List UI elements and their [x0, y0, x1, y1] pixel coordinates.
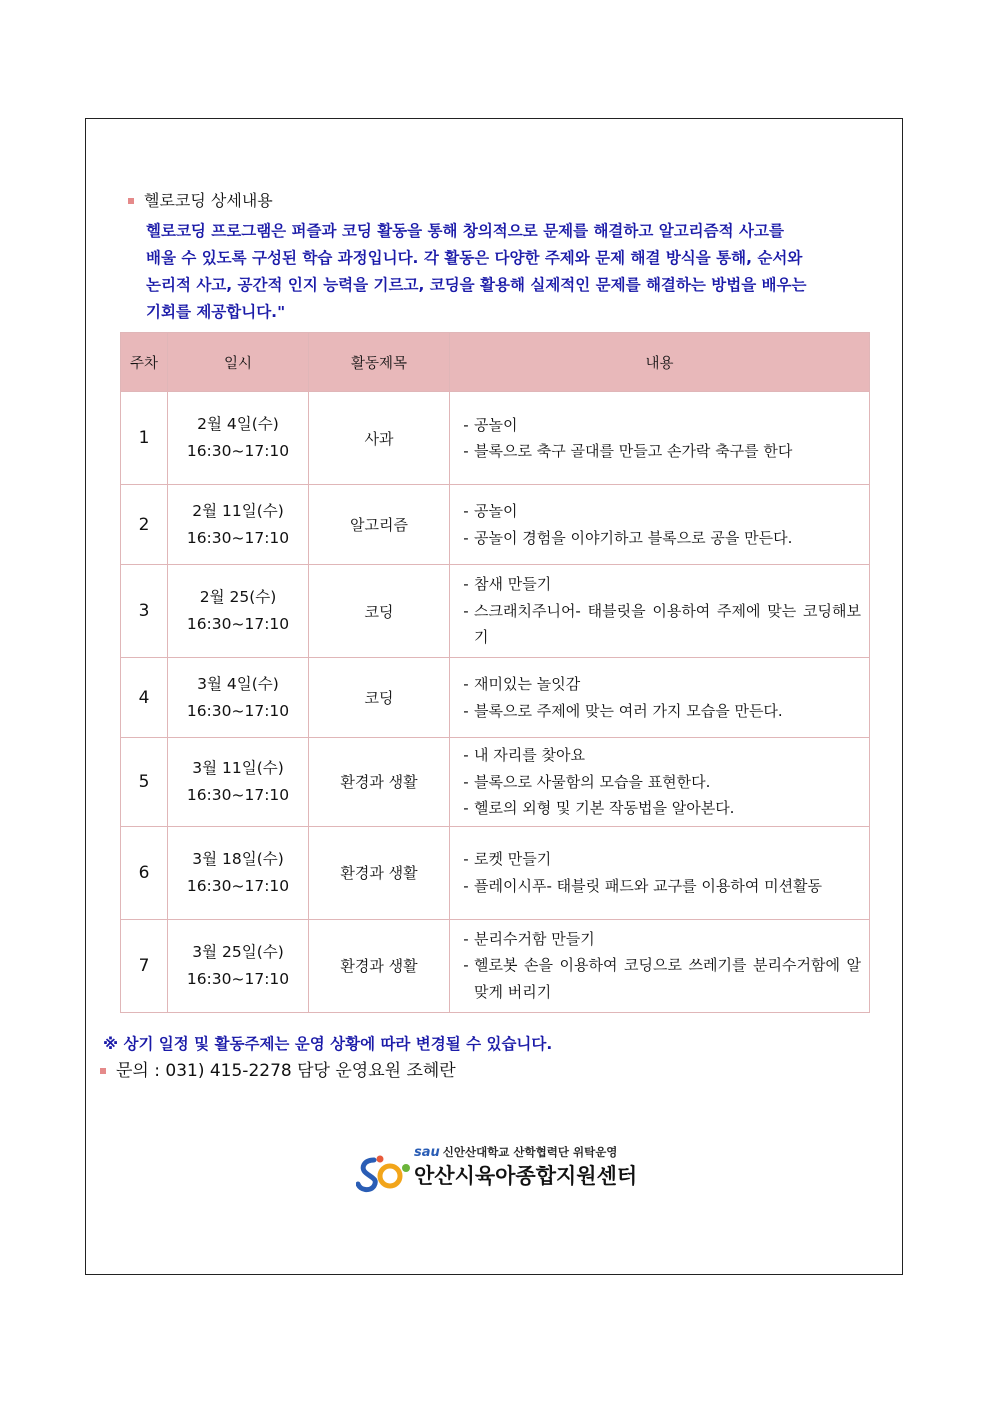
date-cell — [168, 485, 309, 565]
content-item: 블록으로 축구 골대를 만들고 손가락 축구를 한다 — [474, 442, 793, 460]
square-bullet-icon — [128, 198, 134, 204]
content-cell: - 로켓 만들기 - 플레이시푸- 태블릿 패드와 교구를 이용하여 미션활동 — [450, 826, 870, 919]
date-text: 2월 11일(수) — [192, 501, 284, 520]
schedule-table — [120, 332, 870, 1013]
content-item: 스크래치주니어- 태블릿을 이용하여 주제에 맞는 코딩해보기 — [474, 601, 861, 647]
content-item: 블록으로 주제에 맞는 여러 가지 모습을 만든다. — [474, 701, 783, 720]
square-bullet-icon — [100, 1068, 106, 1074]
content-item: 내 자리를 찾아요 — [474, 746, 585, 764]
title-cell: 코딩 — [309, 658, 450, 738]
title-cell: 알고리즘 — [309, 485, 450, 565]
table-row — [121, 826, 870, 919]
logo-subtitle — [414, 1144, 617, 1160]
date-cell — [168, 565, 309, 658]
date-cell — [168, 738, 309, 827]
schedule-notice: ※ 상기 일정 및 활동주제는 운영 상황에 따라 변경될 수 있습니다. — [103, 1035, 553, 1053]
date-cell — [168, 826, 309, 919]
content-item: 플레이시푸- 태블릿 패드와 교구를 이용하여 미션활동 — [474, 876, 823, 895]
date-text: 2월 4일(수) — [197, 415, 279, 433]
time-text: 16:30~17:10 — [186, 969, 290, 988]
content-item: 공놀이 — [474, 502, 518, 520]
logo-brand: sau — [414, 1144, 440, 1160]
table-row — [121, 392, 870, 485]
week-cell: 3 — [121, 565, 168, 658]
table-row — [121, 658, 870, 738]
header-title: 활동제목 — [309, 333, 450, 392]
date-text: 3월 25일(수) — [192, 942, 284, 961]
week-cell: 7 — [121, 919, 168, 1012]
table-header-row — [121, 333, 870, 392]
content-item: 로켓 만들기 — [474, 850, 552, 868]
title-cell: 환경과 생활 — [309, 826, 450, 919]
intro-line: 배울 수 있도록 구성된 학습 과정입니다. 각 활동은 다양한 주제와 문제 해결 방식을 통해, 순서와 — [146, 249, 803, 267]
content-cell: - 공놀이 - 블록으로 축구 골대를 만들고 손가락 축구를 한다 — [450, 392, 870, 485]
logo-subtitle-text: 신안산대학교 산학협력단 위탁운영 — [442, 1145, 618, 1159]
date-cell — [168, 392, 309, 485]
date-cell — [168, 658, 309, 738]
table-row — [121, 565, 870, 658]
week-cell: 1 — [121, 392, 168, 485]
week-cell: 4 — [121, 658, 168, 738]
time-text: 16:30~17:10 — [186, 442, 290, 460]
week-cell: 5 — [121, 738, 168, 827]
content-item: 참새 만들기 — [474, 575, 552, 594]
swirl-logo-icon — [356, 1154, 412, 1194]
content-cell: - 분리수거함 만들기 - 헬로봇 손을 이용하여 코딩으로 쓰레기를 분리수거함에 알맞게 버리기 — [450, 919, 870, 1012]
date-cell — [168, 919, 309, 1012]
content-item: 공놀이 — [474, 415, 518, 434]
week-cell: 2 — [121, 485, 168, 565]
header-date: 일시 — [168, 333, 309, 392]
date-text: 3월 4일(수) — [197, 674, 279, 693]
time-text: 16:30~17:10 — [186, 615, 290, 633]
time-text: 16:30~17:10 — [186, 785, 290, 804]
contact-line — [100, 1058, 456, 1084]
content-cell: - 공놀이 - 공놀이 경험을 이야기하고 블록으로 공을 만든다. — [450, 485, 870, 565]
content-item: 헬로봇 손을 이용하여 코딩으로 쓰레기를 분리수거함에 알맞게 버리기 — [474, 956, 861, 1001]
time-text: 16:30~17:10 — [186, 876, 290, 895]
content-item: 분리수거함 만들기 — [474, 929, 595, 948]
content-item: 재미있는 놀잇감 — [474, 675, 581, 693]
date-text: 3월 18일(수) — [192, 849, 284, 868]
section-title: 헬로코딩 상세내용 — [144, 191, 273, 210]
header-content: 내용 — [450, 333, 870, 392]
content-cell: - 재미있는 놀잇감 - 블록으로 주제에 맞는 여러 가지 모습을 만든다. — [450, 658, 870, 738]
time-text: 16:30~17:10 — [186, 701, 290, 720]
title-cell: 환경과 생활 — [309, 738, 450, 827]
content-item: 공놀이 경험을 이야기하고 블록으로 공을 만든다. — [474, 528, 793, 547]
contact-text: 문의 : 031) 415-2278 담당 운영요원 조혜란 — [116, 1061, 456, 1081]
time-text: 16:30~17:10 — [186, 528, 290, 547]
logo-name: 안산시육아종합지원센터 — [414, 1164, 638, 1188]
content-cell: - 참새 만들기 - 스크래치주니어- 태블릿을 이용하여 주제에 맞는 코딩해보기 — [450, 565, 870, 658]
title-cell: 사과 — [309, 392, 450, 485]
intro-line: 논리적 사고, 공간적 인지 능력을 기르고, 코딩을 활용해 실제적인 문제를 해결하는 방법을 배우는 — [146, 276, 807, 294]
title-cell: 코딩 — [309, 565, 450, 658]
content-item: 헬로의 외형 및 기본 작동법을 알아본다. — [474, 799, 735, 817]
center-logo — [356, 1140, 636, 1194]
intro-line: 헬로코딩 프로그램은 퍼즐과 코딩 활동을 통해 창의적으로 문제를 해결하고 알고리즘적 사고를 — [146, 222, 784, 240]
header-week: 주차 — [121, 333, 168, 392]
table-row — [121, 485, 870, 565]
content-cell: - 내 자리를 찾아요 - 블록으로 사물함의 모습을 표현한다. - 헬로의 외형 및 기본 작동법을 알아본다. — [450, 738, 870, 827]
title-cell: 환경과 생활 — [309, 919, 450, 1012]
intro-paragraph — [146, 218, 868, 326]
section-heading — [128, 188, 273, 214]
intro-line: 기회를 제공합니다." — [146, 303, 286, 321]
week-cell: 6 — [121, 826, 168, 919]
table-row — [121, 738, 870, 827]
table-row — [121, 919, 870, 1012]
date-text: 3월 11일(수) — [192, 758, 284, 777]
content-item: 블록으로 사물함의 모습을 표현한다. — [474, 772, 711, 791]
date-text: 2월 25(수) — [199, 588, 277, 606]
